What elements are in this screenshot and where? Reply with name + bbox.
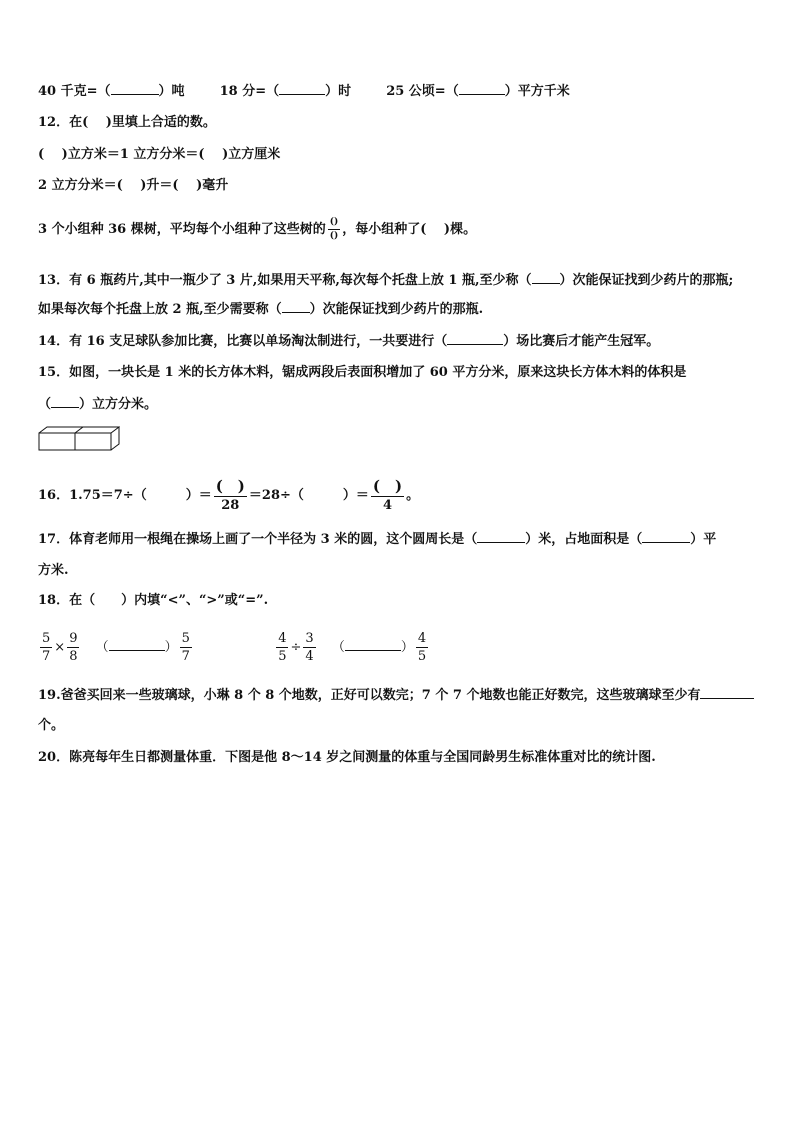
answer-blank[interactable] [447,332,503,345]
fraction-numerator-blank[interactable]: ( ) [215,477,245,495]
answer-blank[interactable] [345,638,401,651]
conv-c-suffix: ）平方千米 [504,84,570,99]
cuboid-wood-figure [38,426,120,452]
fraction-denominator: 8 [69,649,78,664]
q13-line1-prefix: 13．有 6 瓶药片,其中一瓶少了 3 片,如果用天平称,每次每个托盘上放 1 瓶,至少称（ [38,273,532,288]
q17-suffix: ）平 [690,532,717,547]
q13-line1 [38,271,733,290]
fraction [416,632,428,663]
q19-text: 19.爸爸买回来一些玻璃球，小琳 8 个 8 个地数，正好可以数完；7 个 7 个地数也能正好数完，这些玻璃球至少有 [38,688,701,703]
q19-line2: 个。 [38,718,65,733]
q19-line1 [38,686,754,705]
close-paren: ） [164,640,178,655]
q18-expressions [38,628,430,668]
answer-blank[interactable] [532,271,560,284]
answer-blank[interactable] [111,82,159,95]
q17-line1 [38,530,716,549]
fraction-denominator: 4 [382,498,393,513]
open-paren: （ [95,640,109,655]
q12-title: 12．在( )里填上合适的数。 [38,115,216,130]
unit-conversion-line [38,82,570,101]
fraction-denominator: () [329,231,339,241]
q13-line2-prefix: 如果每次每个托盘上放 2 瓶,至少需要称（ [38,302,282,317]
conv-b-prefix: 18 分=（ [219,84,280,99]
answer-blank[interactable] [279,82,325,95]
q15-line2-prefix: （ [38,397,52,412]
q13-line1-suffix: ）次能保证找到少药片的那瓶; [559,273,734,288]
q20: 20．陈亮每年生日都测量体重．下图是他 8～14 岁之间测量的体重与全国同龄男生标准体重对比的统计图. [38,750,656,765]
q17-line2: 方米. [38,563,69,578]
fraction-numerator: 5 [42,631,51,646]
fraction-numerator: 4 [417,631,427,646]
q14 [38,332,659,351]
q16-part3: 。 [406,488,420,503]
q13-line2 [38,300,483,319]
answer-blank[interactable] [282,300,310,313]
fraction [180,632,192,663]
fraction-numerator: 5 [181,631,190,646]
q14-suffix: ）场比赛后才能产生冠军。 [503,334,660,349]
fraction-numerator-blank[interactable]: ( ) [372,477,403,495]
fraction-numerator: 4 [278,631,287,646]
fraction [328,218,341,241]
answer-blank[interactable] [642,530,690,543]
fraction-numerator: 3 [305,631,314,646]
operator: × [54,640,66,655]
answer-blank[interactable] [477,530,525,543]
q13-line2-suffix: ）次能保证找到少药片的那瓶. [309,302,484,317]
q17-middle: ）米，占地面积是（ [525,532,643,547]
q12-line2: 2 立方分米＝( )升＝( )毫升 [38,178,229,193]
q12-line3-suffix: ，每小组种了( )棵。 [342,222,477,237]
fraction-denominator: 5 [417,649,427,664]
open-paren: （ [331,640,345,655]
q15-line2-suffix: ）立方分米。 [79,397,158,412]
q16 [38,476,419,516]
fraction [371,479,404,512]
q16-part1: 16．1.75＝7÷（ ）＝ [38,488,212,503]
conv-b-suffix: ）时 [325,84,352,99]
fraction-denominator: 4 [305,649,314,664]
fraction [214,479,247,512]
q16-part2: ＝28÷（ ）＝ [248,488,369,503]
fraction-denominator: 5 [278,649,287,664]
q17-prefix: 17．体育老师用一根绳在操场上画了一个半径为 3 米的圆，这个圆周长是（ [38,532,478,547]
fraction [40,632,52,663]
close-paren: ） [400,640,414,655]
q12-line3 [38,218,476,241]
q12-line3-prefix: 3 个小组种 36 棵树，平均每个小组种了这些树的 [38,222,326,237]
answer-blank[interactable] [459,82,505,95]
q12-line1: ( )立方米＝1 立方分米＝( )立方厘米 [38,147,281,162]
fraction [276,632,288,663]
fraction-numerator: () [328,218,341,230]
q14-prefix: 14．有 16 支足球队参加比赛，比赛以单场淘汰制进行，一共要进行（ [38,334,448,349]
fraction-denominator: 7 [42,649,51,664]
answer-blank[interactable] [109,638,165,651]
fraction [303,632,315,663]
conv-a-prefix: 40 千克=（ [38,84,111,99]
answer-blank[interactable] [700,686,754,699]
conv-c-prefix: 25 公顷=（ [386,84,459,99]
fraction [67,632,79,663]
fraction-denominator: 7 [181,649,190,664]
q15-line1: 15．如图，一块长是 1 米的长方体木料，锯成两段后表面积增加了 60 平方分米，原来这块长方体木料的体积是 [38,365,687,380]
operator: ÷ [290,640,302,655]
conv-a-suffix: ）吨 [158,84,185,99]
fraction-denominator: 28 [221,498,240,513]
answer-blank[interactable] [51,395,79,408]
q18-title: 18．在（ ）内填“<”、“>”或“=”. [38,593,269,608]
q15-line2 [38,395,157,414]
fraction-numerator: 9 [69,631,78,646]
